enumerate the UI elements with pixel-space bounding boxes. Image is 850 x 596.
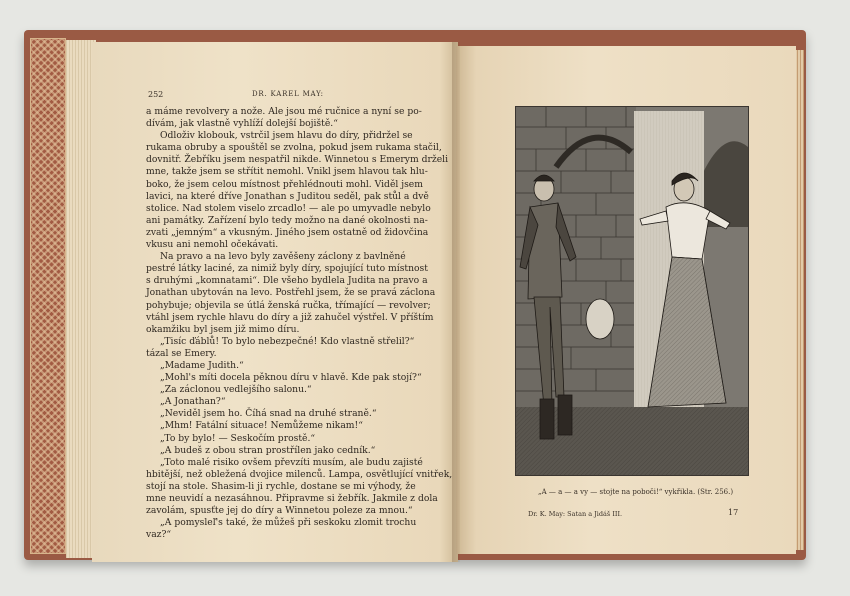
text-line: s druhými „komnatami“. Dle všeho bydlela Judita na pravo a: [146, 275, 428, 287]
text-line: „Neviděl jsem ho. Číhá snad na druhé straně.“: [160, 408, 377, 420]
text-line: tázal se Emery.: [146, 347, 217, 359]
text-line: Jonathan ubytován na levo. Postřehl jsem, že se pravá záclona: [146, 287, 436, 299]
text-line: Odloživ klobouk, vstrčil jsem hlavu do díry, přidržel se: [160, 130, 413, 142]
left-page-number: 252: [148, 90, 164, 99]
text-line: a máme revolvery a nože. Ale jsou mé ručnice a nyní se po-: [146, 106, 422, 117]
cover-pattern: [30, 38, 66, 554]
text-line: zavolám, spusťte jej do díry a Winnetou poleze za mnou.“: [146, 505, 413, 517]
text-line: pestré látky laciné, za nimiž byly díry, spojující tuto místnost: [146, 263, 428, 275]
text-line: „A pomysleľ's také, že můžeš při seskoku zlomit trochu: [160, 517, 417, 529]
illustration: [515, 106, 749, 476]
illustration-engraving-icon: [516, 107, 748, 475]
running-head: DR. KAREL MAY:: [252, 90, 324, 98]
text-line: „A Jonathan?“: [160, 396, 226, 408]
text-line: lavici, na které dříve Jonathan s Juditou seděl, pak stůl a dvě: [146, 190, 429, 202]
book-gutter: [452, 42, 460, 562]
text-line: „Mohl's míti docela pěknou díru v hlavě. Kde pak stojí?“: [160, 372, 422, 384]
text-line: „Tisíc ďáblů! To bylo nebezpečné! Kdo vlastně střelil?“: [160, 335, 415, 347]
text-line: stojí na stole. Shasim-li ji rychle, dostane se mi výhody, že: [146, 480, 416, 492]
text-line: rukama obruby a spouštěl se zvolna, pokud jsem rukama stačil,: [146, 142, 442, 154]
text-line: „Mhm! Fatální situace! Nemůžeme nikam!“: [160, 420, 363, 432]
text-line: ani památky. Zařízení bylo tedy možno na dané okolnosti na-: [146, 214, 428, 226]
text-line: okamžiku byl jsem již mimo díru.: [146, 323, 300, 335]
text-line: „Toto malé risiko ovšem převzíti musím, ale budu zajisté: [160, 456, 423, 468]
text-line: mne, takže jsem se střítit nemohl. Vnikl jsem hlavou tak hlu-: [146, 166, 428, 178]
text-line: Na pravo a na levo byly zavěšeny záclony z bavlněné: [160, 251, 406, 263]
left-page-text: [146, 106, 453, 541]
text-line: mne neuvidí a nezasáhnou. Připravme si žebřík. Jakmile z dola: [146, 493, 438, 504]
illustration-caption: „A — a — a vy — stojte na poboči!“ vykřikla. (Str. 256.): [538, 488, 734, 496]
text-line: „A budeš z obou stran prostřílen jako cedník.“: [160, 444, 376, 456]
text-line: vkusu ani nemohl očekávati.: [146, 239, 279, 251]
right-page-number: 17: [728, 508, 739, 517]
text-line: hbitější, než obležená dvojice milenců. Lampa, osvětlující vnitřek,: [146, 468, 453, 480]
text-line: boko, že jsem celou místnost přehlédnouti mohl. Viděl jsem: [146, 178, 423, 190]
text-line: „Madame Judith.“: [160, 359, 244, 371]
text-line: dívám, jak vlastně vyhlíží dolejší bojiště.“: [146, 118, 338, 130]
text-line: stolice. Nad stolem viselo zrcadlo! — ale po umyvadle nebylo: [146, 202, 431, 214]
text-line: „To by bylo! — Seskočím prostě.“: [160, 432, 316, 444]
text-line: vaz?“: [146, 529, 172, 541]
text-line: vtáhl jsem rychle hlavu do díry a již zahučel výstřel. V příštím: [146, 311, 434, 323]
footer-title: Dr. K. May: Satan a Jidáš III.: [528, 510, 623, 518]
text-line: zvati „jemným“ a vkusným. Jiného jsem ostatně od židovčina: [146, 226, 429, 238]
text-line: dovnitř. Žebříku jsem nespatřil nikde. Winnetou s Emerym drželi: [146, 154, 449, 166]
text-line: „Za záclonou vedlejšího salonu.“: [160, 384, 312, 396]
text-line: pohybuje; objevila se útlá ženská ručka, třímající — revolver;: [146, 299, 431, 311]
